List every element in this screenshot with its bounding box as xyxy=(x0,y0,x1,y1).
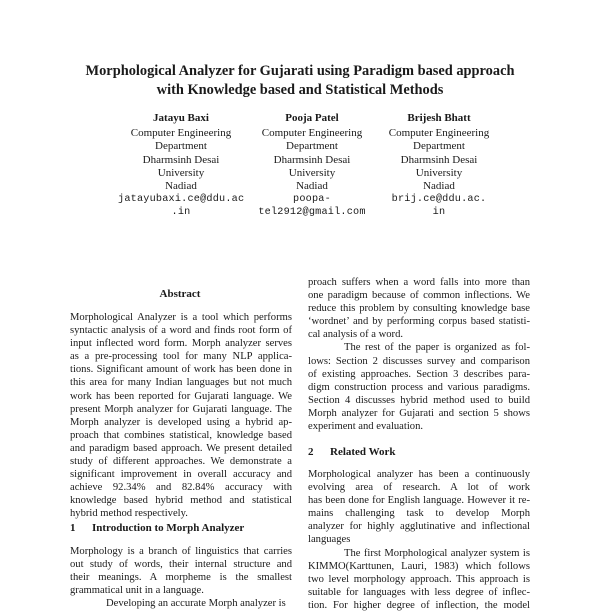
text-line: suitable for languages with less degree of inflec- xyxy=(308,586,530,598)
text-line: experiment and evaluation. xyxy=(308,421,424,433)
author-affiliation-line: University xyxy=(157,166,205,179)
section-number: 1 xyxy=(70,522,76,534)
paper-title xyxy=(40,62,560,100)
author-affiliation-line: Computer Engineering xyxy=(388,127,490,140)
text-line: of existing approaches. Section 3 describes para- xyxy=(308,368,530,380)
text-line: Morph analyzer for Gujarati and section 5 shows xyxy=(308,407,530,419)
text-line: has been done for English language. However it re- xyxy=(308,495,530,507)
text-line: grammatical unit in a language. xyxy=(70,585,204,597)
author-block xyxy=(380,112,498,220)
author-affiliation-line: Nadiad xyxy=(296,180,328,193)
text-line: Morphological Analyzer is a tool which performs xyxy=(70,312,292,323)
author-name: Pooja Patel xyxy=(285,112,339,124)
paragraph xyxy=(308,468,530,547)
text-line: cal analysis of a word. xyxy=(308,329,404,341)
text-line: mains challenging task to develop Morph xyxy=(308,508,530,520)
section-title: Related Work xyxy=(330,446,396,458)
text-line: out study of words, their internal structure and xyxy=(70,559,292,571)
text-line: Morph analyzer is developed using a hybrid ap- xyxy=(70,416,292,428)
author-block xyxy=(250,112,374,220)
text-line: proach that combines statistical, knowledge based xyxy=(70,429,292,441)
text-line: analyzer for highly agglutinative and inflectional xyxy=(308,521,530,533)
abstract-body xyxy=(70,311,292,521)
text-line: languages xyxy=(308,534,351,546)
text-line: syntactic analysis of a word and finds root form of xyxy=(70,325,292,337)
paragraph xyxy=(308,547,530,612)
text-line: Section 4 discusses hybrid method used to build xyxy=(308,394,530,406)
author-affiliation-line: Computer Engineering xyxy=(130,127,232,140)
text-line: The first Morphological analyzer system is xyxy=(344,547,530,559)
text-line: Morphological analyzer has been a continuously xyxy=(308,469,530,480)
author-block xyxy=(118,112,244,220)
author-affiliation-line: Dharmsinh Desai xyxy=(142,153,220,166)
author-email-line: poopa- xyxy=(293,194,331,206)
author-affiliation-line: Dharmsinh Desai xyxy=(400,153,478,166)
text-line: evolving area of research. A lot of work xyxy=(308,482,530,494)
text-line: input inflected word form. Morph analyzer serves xyxy=(70,338,292,350)
author-email-line: in xyxy=(432,207,446,219)
text-line: KIMMO(Karttunen, Lauri, 1983) which follows xyxy=(308,560,530,572)
text-line: and paradigm based approach. We present detailed xyxy=(70,442,292,454)
text-line: two level morphology approach. This approach is xyxy=(308,573,530,585)
text-line: their meanings. A morpheme is the smallest xyxy=(70,572,292,584)
author-email-line: tel2912@gmail.com xyxy=(258,207,366,219)
section-heading xyxy=(308,446,396,459)
abstract-heading: Abstract xyxy=(159,288,201,300)
text-line: hybrid method respectively. xyxy=(70,508,188,520)
author-name: Jatayu Baxi xyxy=(153,112,209,124)
author-affiliation-line: Department xyxy=(413,140,465,153)
text-line: one paradigm because of common inflections. We xyxy=(308,290,530,302)
text-line: lows: Section 2 discusses survey and comparison xyxy=(308,355,530,367)
text-line: Developing an accurate Morph analyzer is xyxy=(106,598,286,610)
paragraph xyxy=(70,545,292,597)
section-title: Introduction to Morph Analyzer xyxy=(92,522,245,534)
right-column-continuation xyxy=(308,276,530,433)
text-line: this area for many Indian languages but not much xyxy=(70,377,292,389)
text-line: study of different approaches. We demonstrate a xyxy=(70,456,292,468)
text-line: present Morph analyzer for Gujarati language. The xyxy=(70,403,292,415)
related-work-body xyxy=(308,468,530,612)
title-line: Morphological Analyzer for Gujarati using Paradigm based approach xyxy=(85,63,515,79)
text-line: reduce this problem by consulting knowledge base xyxy=(308,303,530,315)
abstract-paragraph xyxy=(70,311,292,521)
title-line: with Knowledge based and Statistical Methods xyxy=(156,82,444,98)
text-line: as a pre-processing tool for many NLP applica- xyxy=(70,351,292,363)
author-affiliation-line: University xyxy=(415,166,463,179)
author-affiliation-line: Department xyxy=(286,140,338,153)
author-affiliation-line: Dharmsinh Desai xyxy=(273,153,351,166)
intro-body xyxy=(70,545,292,610)
text-line: The rest of the paper is organized as fol- xyxy=(344,342,530,354)
paragraph xyxy=(70,597,292,610)
author-email-line: jatayubaxi.ce@ddu.ac xyxy=(118,194,245,206)
text-line: tion. For higher degree of inflection, the model xyxy=(308,599,530,611)
paragraph xyxy=(308,341,530,433)
author-affiliation-line: University xyxy=(288,166,336,179)
text-line: digm construction process and various paradigms. xyxy=(308,381,530,393)
author-email-line: .in xyxy=(171,207,191,219)
paragraph xyxy=(308,276,530,341)
text-line: work has been reported for Gujarati language. We xyxy=(70,390,292,402)
author-affiliation-line: Computer Engineering xyxy=(261,127,363,140)
text-line: knowledge based hybrid method and statistical xyxy=(70,495,292,507)
author-email-line: brij.ce@ddu.ac. xyxy=(391,194,487,206)
author-name: Brijesh Bhatt xyxy=(407,112,471,124)
section-number: 2 xyxy=(308,446,314,458)
text-line: ‘wordnet’ and by performing corpus based statisti- xyxy=(308,316,530,328)
author-affiliation-line: Department xyxy=(155,140,207,153)
text-line: significant improvement in overall accuracy and xyxy=(70,469,292,481)
text-line: tions. Significant amount of work has been done in xyxy=(70,364,292,376)
text-line: achieve 92.34% and 82.84% accuracy with xyxy=(70,482,292,494)
text-line: proach suffers when a word falls into more than xyxy=(308,277,530,288)
author-affiliation-line: Nadiad xyxy=(165,180,197,193)
author-affiliation-line: Nadiad xyxy=(423,180,455,193)
section-heading xyxy=(70,522,244,535)
text-line: Morphology is a branch of linguistics that carries xyxy=(70,546,292,557)
